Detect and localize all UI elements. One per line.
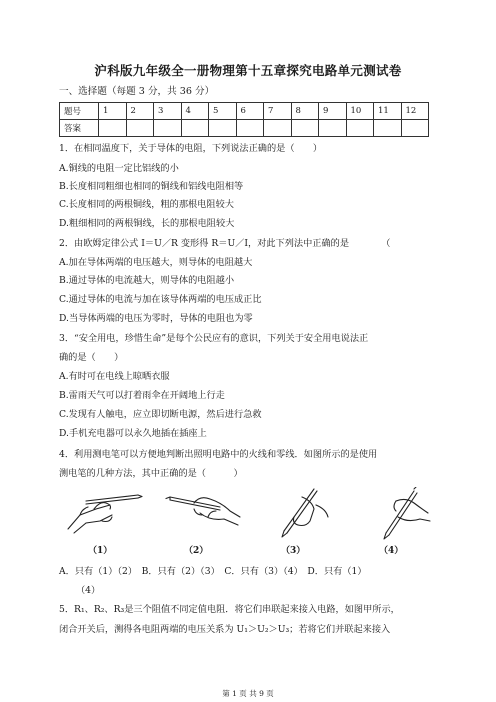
question-number: 10	[346, 103, 374, 120]
answer-table	[59, 102, 429, 137]
question-number: 12	[401, 103, 429, 120]
q3-stem-line1: 3．“安全用电，珍惜生命”是每个公民应有的意识，下列关于安全用电说法正	[59, 333, 369, 344]
q1-stem: 1．在相同温度下，关于导体的电阻，下列说法正确的是（ ）	[59, 143, 323, 154]
question-number: 2	[126, 103, 154, 120]
figure-label-3: （3）	[281, 546, 306, 556]
q2-option-a: A.加在导体两端的电压越大，则导体的电阻越大	[59, 257, 253, 268]
table-row-answers	[60, 120, 429, 137]
page-title: 沪科版九年级全一册物理第十五章探究电路单元测试卷	[94, 63, 402, 78]
answer-cell[interactable]	[236, 120, 264, 137]
q1-option-c: C.长度相同的两根铜线，粗的那根电阻较大	[59, 199, 234, 210]
question-number: 1	[99, 103, 127, 120]
table-header-label: 题号	[60, 103, 99, 120]
hand-tester-figure-2	[164, 487, 242, 537]
question-number: 7	[264, 103, 292, 120]
q4-stem-line1: 4．利用测电笔可以方便地判断出照明电路中的火线和零线．如图所示的是使用	[59, 449, 378, 460]
q2-option-d: D.当导体两端的电压为零时，导体的电阻也为零	[59, 313, 253, 324]
q3-option-c: C.发现有人触电，应立即切断电源，然后进行急救	[59, 409, 262, 420]
q3-stem-line2: 确的是（ ）	[59, 352, 124, 363]
q4-options-line2: （4）	[76, 585, 101, 596]
q2-stem: 2．由欧姆定律公式 I＝U／R 变形得 R＝U／I，对此下列法中正确的是 （	[59, 238, 391, 249]
answer-cell[interactable]	[291, 120, 319, 137]
q3-option-b: B.雷雨天气可以打着雨伞在开阔地上行走	[59, 390, 225, 401]
answer-cell[interactable]	[154, 120, 182, 137]
question-number: 4	[181, 103, 209, 120]
answer-label: 答案	[60, 120, 99, 137]
q1-option-a: A.铜线的电阻一定比铝线的小	[59, 163, 179, 174]
question-number: 6	[236, 103, 264, 120]
q1-option-d: D.粗细相同的两根铜线，长的那根电阻较大	[59, 218, 235, 229]
q4-stem-line2: 测电笔的几种方法，其中正确的是（ ）	[59, 468, 243, 479]
answer-cell[interactable]	[319, 120, 347, 137]
question-number: 11	[374, 103, 402, 120]
hand-tester-figure-3	[262, 487, 332, 542]
answer-cell[interactable]	[374, 120, 402, 137]
question-number: 9	[319, 103, 347, 120]
hand-tester-figure-4	[358, 487, 434, 542]
q2-option-b: B.通过导体的电流越大，则导体的电阻越小	[59, 275, 235, 286]
q3-option-d: D.手机充电器可以永久地插在插座上	[59, 428, 207, 439]
answer-cell[interactable]	[126, 120, 154, 137]
q5-line1: 5．R₁、R₂、R₃是三个阻值不同定值电阻．将它们串联起来接入电路，如图甲所示，	[59, 604, 400, 615]
table-row-numbers	[60, 103, 429, 120]
q1-option-b: B.长度相同粗细也相同的铜线和铝线电阻相等	[59, 181, 244, 192]
q5-line2: 闭合开关后，测得各电阻两端的电压关系为 U₁＞U₂＞U₃；若将它们并联起来接入	[59, 624, 391, 635]
answer-cell[interactable]	[99, 120, 127, 137]
page-footer: 第 1 页 共 9 页	[222, 689, 274, 698]
answer-cell[interactable]	[401, 120, 429, 137]
figure-label-2: （2）	[184, 546, 209, 556]
figure-label-4: （4）	[379, 546, 404, 556]
q3-option-a: A.有时可在电线上晾晒衣服	[59, 371, 170, 382]
question-number: 3	[154, 103, 182, 120]
answer-cell[interactable]	[346, 120, 374, 137]
figure-label-1: （1）	[88, 546, 113, 556]
answer-cell[interactable]	[264, 120, 292, 137]
question-number: 8	[291, 103, 319, 120]
answer-cell[interactable]	[181, 120, 209, 137]
answer-cell[interactable]	[209, 120, 237, 137]
section-heading: 一、选择题（每题 3 分，共 36 分）	[59, 86, 215, 97]
q4-options-line1: A．只有（1）（2） B．只有（2）（3） C．只有（3）（4） D．只有（1）	[59, 566, 367, 577]
q2-option-c: C.通过导体的电流与加在该导体两端的电压成正比	[59, 294, 262, 305]
hand-tester-figure-1	[66, 487, 144, 537]
question-number: 5	[209, 103, 237, 120]
